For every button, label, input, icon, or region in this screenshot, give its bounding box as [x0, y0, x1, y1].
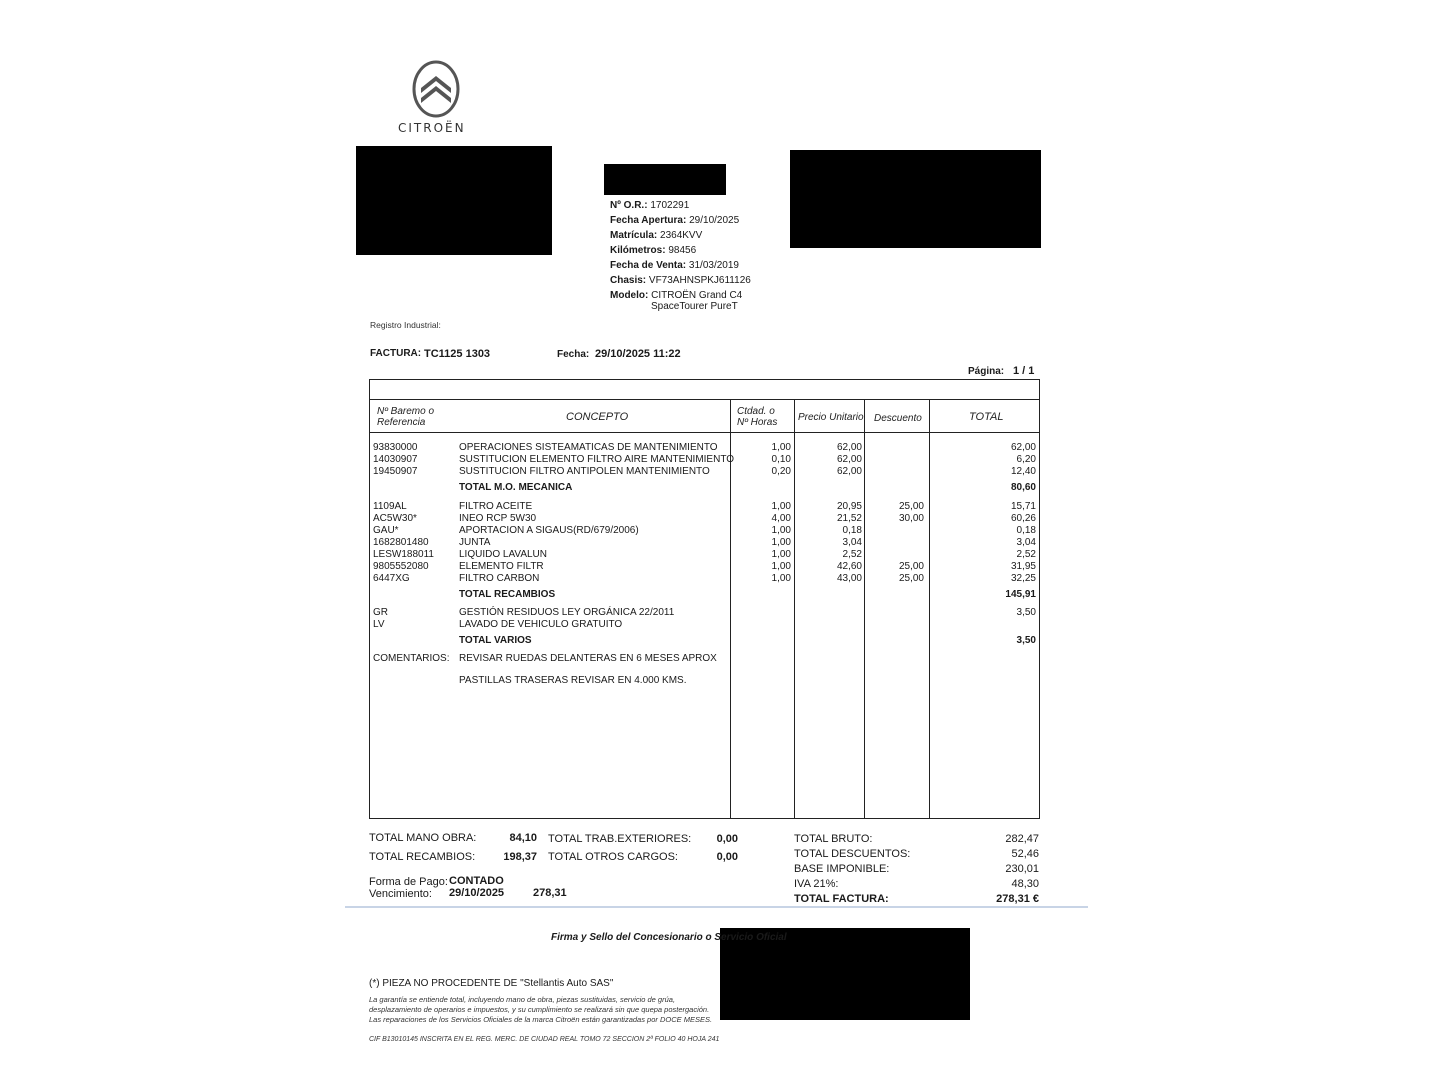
line-cantidad: 1,00	[771, 549, 791, 560]
line-total: 0,18	[1016, 525, 1036, 536]
line-concepto: OPERACIONES SISTEAMATICAS DE MANTENIMIENTO	[459, 442, 718, 453]
col-divider-3	[864, 399, 865, 818]
bruto-value: 282,47	[1005, 833, 1039, 845]
line-cantidad: 0,20	[771, 466, 791, 477]
line-precio: 62,00	[836, 442, 862, 453]
vencimiento-date: 29/10/2025	[449, 887, 505, 899]
vehicle-info	[610, 198, 751, 312]
line-concepto: JUNTA	[459, 537, 491, 548]
pago-value: CONTADO	[449, 875, 504, 887]
mano-obra-label: TOTAL MANO OBRA:	[369, 832, 477, 844]
apertura-label: Fecha Apertura:	[610, 215, 687, 226]
garantia-line-3: Las reparaciones de los Servicios Oficiales de la marca Citroën están garantizadas por DOCE MESES.	[369, 1015, 713, 1024]
line-total: 145,91	[1005, 589, 1036, 600]
modelo-value-1: CITROËN Grand C4	[651, 290, 743, 301]
line-cantidad: 0,10	[771, 454, 791, 465]
descuentos-label: TOTAL DESCUENTOS:	[794, 848, 911, 860]
line-total: 3,50	[1016, 607, 1036, 618]
chasis-label: Chasis:	[610, 275, 647, 286]
line-precio: 62,00	[836, 466, 862, 477]
col-ref-line-1: Nº Baremo o	[377, 406, 435, 417]
line-concepto: ELEMENTO FILTR	[459, 561, 544, 572]
citroen-chevrons-icon	[398, 58, 478, 120]
apertura-value: 29/10/2025	[689, 215, 740, 226]
line-ref: LV	[373, 619, 385, 630]
table-top-rule	[369, 399, 1040, 400]
venta-value: 31/03/2019	[688, 260, 739, 271]
line-total: 60,26	[1010, 513, 1036, 524]
pago-label: Forma de Pago:	[369, 876, 448, 888]
km-value: 98456	[668, 245, 697, 256]
line-cantidad: 1,00	[771, 537, 791, 548]
firma-sello: Firma y Sello del Concesionario o Servicio Oficial	[551, 932, 787, 943]
otros-label: TOTAL OTROS CARGOS:	[548, 851, 678, 863]
or-label: Nº O.R.:	[610, 200, 648, 211]
line-cantidad: 1,00	[771, 442, 791, 453]
venta-label: Fecha de Venta:	[610, 260, 687, 271]
line-concepto: LAVADO DE VEHICULO GRATUITO	[459, 619, 623, 630]
line-total: 12,40	[1010, 466, 1036, 477]
modelo-label: Modelo:	[610, 290, 649, 301]
garantia-line-1: La garantía se entiende total, incluyendo mano de obra, piezas sustituidas, servicio de grúa,	[369, 995, 676, 1004]
line-cantidad: 1,00	[771, 573, 791, 584]
line-total: 80,60	[1010, 482, 1036, 493]
modelo-value-2: SpaceTourer PureT	[651, 301, 738, 312]
line-concepto: SUSTITUCION FILTRO ANTIPOLEN MANTENIMIENTO	[459, 466, 710, 477]
line-ref: 93830000	[373, 442, 418, 453]
line-ref: GR	[373, 607, 388, 618]
iva-label: IVA 21%:	[794, 878, 839, 890]
line-concepto: LIQUIDO LAVALUN	[459, 549, 547, 560]
line-ref: 19450907	[373, 466, 418, 477]
line-ref: 9805552080	[373, 561, 429, 572]
footer-divider	[345, 906, 1088, 908]
col-cant-line-1: Ctdad. o	[737, 406, 775, 417]
descuentos-value: 52,46	[1011, 848, 1039, 860]
pieza-note: (*) PIEZA NO PROCEDENTE DE "Stellantis Auto SAS"	[369, 978, 614, 989]
factura-value: TC1125 1303	[424, 348, 491, 360]
line-descuento: 25,00	[898, 573, 924, 584]
trab-ext-value: 0,00	[716, 833, 738, 845]
col-cant-header	[737, 406, 777, 428]
mano-obra-value: 84,10	[509, 832, 537, 844]
line-concepto: GESTIÓN RESIDUOS LEY ORGÁNICA 22/2011	[459, 607, 675, 618]
line-total: 15,71	[1010, 501, 1036, 512]
or-value: 1702291	[650, 200, 690, 211]
recambios-label: TOTAL RECAMBIOS:	[369, 851, 476, 863]
factura-label: FACTURA:	[370, 348, 422, 359]
line-descuento: 30,00	[898, 513, 924, 524]
line-ref: GAU*	[373, 525, 399, 536]
line-precio: 20,95	[836, 501, 862, 512]
fecha-label: Fecha:	[557, 349, 590, 360]
matricula-label: Matrícula:	[610, 230, 658, 241]
pagina-value: 1 / 1	[1013, 365, 1035, 377]
line-ref: LESW188011	[373, 549, 434, 560]
vencimiento-amount: 278,31	[533, 887, 567, 899]
line-descuento: 25,00	[898, 561, 924, 572]
line-total: 3,50	[1016, 635, 1036, 646]
citroen-logo	[398, 58, 478, 138]
line-concepto: FILTRO CARBON	[459, 573, 540, 584]
col-descuento-header: Descuento	[874, 413, 922, 424]
line-precio: 42,60	[836, 561, 862, 572]
line-concepto: REVISAR RUEDAS DELANTERAS EN 6 MESES APROX	[459, 653, 717, 664]
line-precio: 2,52	[842, 549, 862, 560]
line-concepto: APORTACION A SIGAUS(RD/679/2006)	[459, 525, 639, 536]
line-cantidad: 1,00	[771, 525, 791, 536]
line-total: 6,20	[1016, 454, 1036, 465]
line-concepto: SUSTITUCION ELEMENTO FILTRO AIRE MANTENIMIENTO	[459, 454, 735, 465]
base-label: BASE IMPONIBLE:	[794, 863, 890, 875]
line-ref: 6447XG	[373, 573, 410, 584]
total-factura-label: TOTAL FACTURA:	[794, 893, 889, 905]
line-precio: 62,00	[836, 454, 862, 465]
line-ref: 14030907	[373, 454, 418, 465]
iva-value: 48,30	[1011, 878, 1039, 890]
table-header-rule	[369, 432, 1040, 433]
line-ref: AC5W30*	[373, 513, 417, 524]
line-total: 3,04	[1016, 537, 1036, 548]
line-concepto: TOTAL RECAMBIOS	[459, 589, 556, 600]
line-concepto: INEO RCP 5W30	[459, 513, 537, 524]
matricula-value: 2364KVV	[660, 230, 703, 241]
line-descuento: 25,00	[898, 501, 924, 512]
otros-value: 0,00	[716, 851, 738, 863]
line-precio: 0,18	[842, 525, 862, 536]
chasis-value: VF73AHNSPKJ611126	[648, 275, 751, 286]
km-label: Kilómetros:	[610, 245, 666, 256]
line-total: 2,52	[1016, 549, 1036, 560]
line-concepto: TOTAL VARIOS	[459, 635, 532, 646]
line-total: 31,95	[1010, 561, 1036, 572]
pagina-label: Página:	[968, 366, 1005, 377]
line-ref: 1109AL	[373, 501, 407, 512]
garantia-line-2: desplazamiento de operarios e impuestos, y su cumplimiento se realizará sin que quepa postergación.	[369, 1005, 710, 1014]
redacted-customer-block	[790, 150, 1041, 248]
vencimiento-label: Vencimiento:	[369, 888, 432, 900]
col-cant-line-2: Nº Horas	[737, 417, 778, 428]
line-total: 32,25	[1010, 573, 1036, 584]
total-factura-value: 278,31 €	[996, 893, 1039, 905]
line-precio: 3,04	[842, 537, 862, 548]
line-total: 62,00	[1010, 442, 1036, 453]
line-ref: 1682801480	[373, 537, 429, 548]
trab-ext-label: TOTAL TRAB.EXTERIORES:	[548, 833, 692, 845]
col-concepto-header: CONCEPTO	[566, 411, 629, 423]
line-ref: COMENTARIOS:	[373, 653, 450, 664]
col-precio-header: Precio Unitario	[798, 412, 864, 423]
base-value: 230,01	[1005, 863, 1039, 875]
line-precio: 43,00	[836, 573, 862, 584]
line-concepto: FILTRO ACEITE	[459, 501, 533, 512]
recambios-value: 198,37	[503, 851, 537, 863]
cif-registry: CIF B13010145 INSCRITA EN EL REG. MERC. DE CIUDAD REAL TOMO 72 SECCION 2ª FOLIO 40 HOJA 241	[369, 1036, 720, 1043]
registro-industrial: Registro Industrial:	[370, 320, 441, 330]
redacted-header-block	[604, 164, 726, 195]
brand-name: CITROËN	[398, 121, 466, 135]
line-precio: 21,52	[836, 513, 862, 524]
fecha-value: 29/10/2025 11:22	[595, 348, 681, 360]
line-concepto: PASTILLAS TRASERAS REVISAR EN 4.000 KMS.	[459, 675, 687, 686]
line-cantidad: 4,00	[771, 513, 791, 524]
bruto-label: TOTAL BRUTO:	[794, 833, 873, 845]
col-ref-line-2: Referencia	[377, 417, 426, 428]
garantia-text	[369, 995, 712, 1025]
col-ref-header	[377, 406, 434, 428]
col-total-header: TOTAL	[969, 411, 1004, 423]
line-cantidad: 1,00	[771, 561, 791, 572]
line-cantidad: 1,00	[771, 501, 791, 512]
redacted-address-block	[356, 146, 552, 255]
line-concepto: TOTAL M.O. MECANICA	[459, 482, 573, 493]
